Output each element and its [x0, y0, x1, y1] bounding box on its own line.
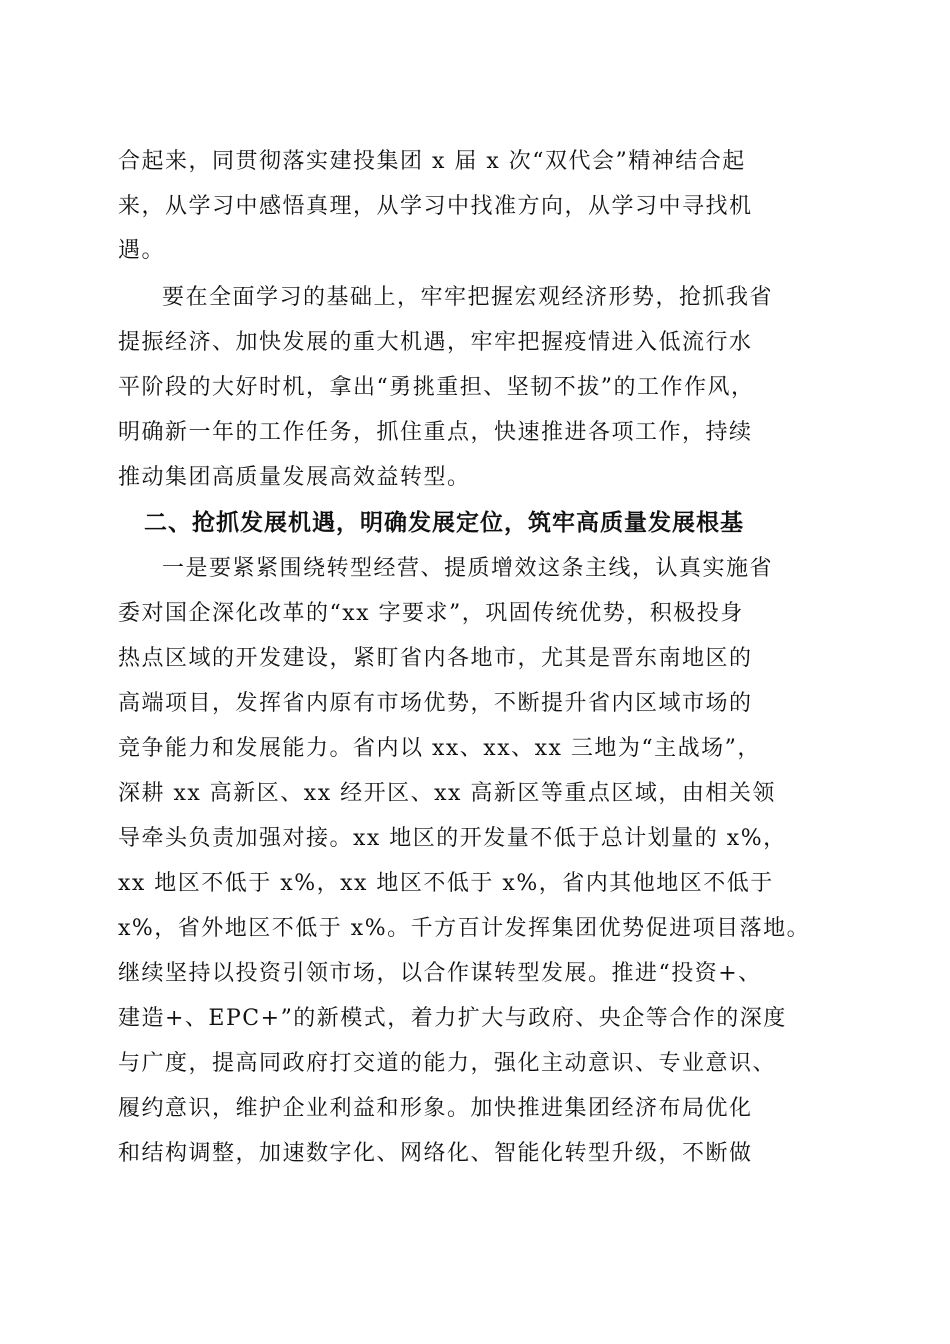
text-line: 来，从学习中感悟真理，从学习中找准方向，从学习中寻找机 — [118, 194, 753, 219]
text-line: 遇。 — [118, 238, 166, 263]
text-line: 导牵头负责加强对接。xx 地区的开发量不低于总计划量的 x%， — [118, 826, 787, 851]
text-line: 热点区域的开发建设，紧盯省内各地市，尤其是晋东南地区的 — [118, 646, 753, 671]
text-line: 与广度，提高同政府打交道的能力，强化主动意识、专业意识、 — [118, 1051, 777, 1076]
text-line: 推动集团高质量发展高效益转型。 — [118, 465, 471, 490]
text-line: 高端项目，发挥省内原有市场优势，不断提升省内区域市场的 — [118, 691, 753, 716]
paragraph-start-line: 要在全面学习的基础上，牢牢把握宏观经济形势，抢抓我省 — [162, 285, 774, 310]
text-line: 明确新一年的工作任务，抓住重点，快速推进各项工作，持续 — [118, 420, 753, 445]
text-line: 平阶段的大好时机，拿出“勇挑重担、坚韧不拔”的工作作风， — [118, 375, 755, 400]
text-line: 深耕 xx 高新区、xx 经开区、xx 高新区等重点区域，由相关领 — [118, 781, 776, 806]
text-line: 竞争能力和发展能力。省内以 xx、xx、xx 三地为“主战场”， — [118, 736, 761, 761]
text-line: 建造+、EPC+”的新模式，着力扩大与政府、央企等合作的深度 — [118, 1006, 787, 1031]
text-line: xx 地区不低于 x%，xx 地区不低于 x%，省内其他地区不低于 — [118, 871, 774, 896]
paragraph-start-line: 一是要紧紧围绕转型经营、提质增效这条主线，认真实施省 — [162, 556, 774, 581]
text-line: 合起来，同贯彻落实建投集团 x 届 x 次“双代会”精神结合起 — [118, 149, 746, 174]
text-line: 提振经济、加快发展的重大机遇，牢牢把握疫情进入低流行水 — [118, 330, 753, 355]
text-line: 和结构调整，加速数字化、网络化、智能化转型升级，不断做 — [118, 1141, 753, 1166]
section-heading: 二、抢抓发展机遇，明确发展定位，筑牢高质量发展根基 — [144, 510, 744, 536]
text-line: 履约意识，维护企业利益和形象。加快推进集团经济布局优化 — [118, 1096, 753, 1121]
text-line: x%，省外地区不低于 x%。千方百计发挥集团优势促进项目落地。 — [118, 916, 811, 941]
text-line: 继续坚持以投资引领市场，以合作谋转型发展。推进“投资+、 — [118, 961, 762, 986]
text-line: 委对国企深化改革的“xx 字要求”，巩固传统优势，积极投身 — [118, 601, 744, 626]
